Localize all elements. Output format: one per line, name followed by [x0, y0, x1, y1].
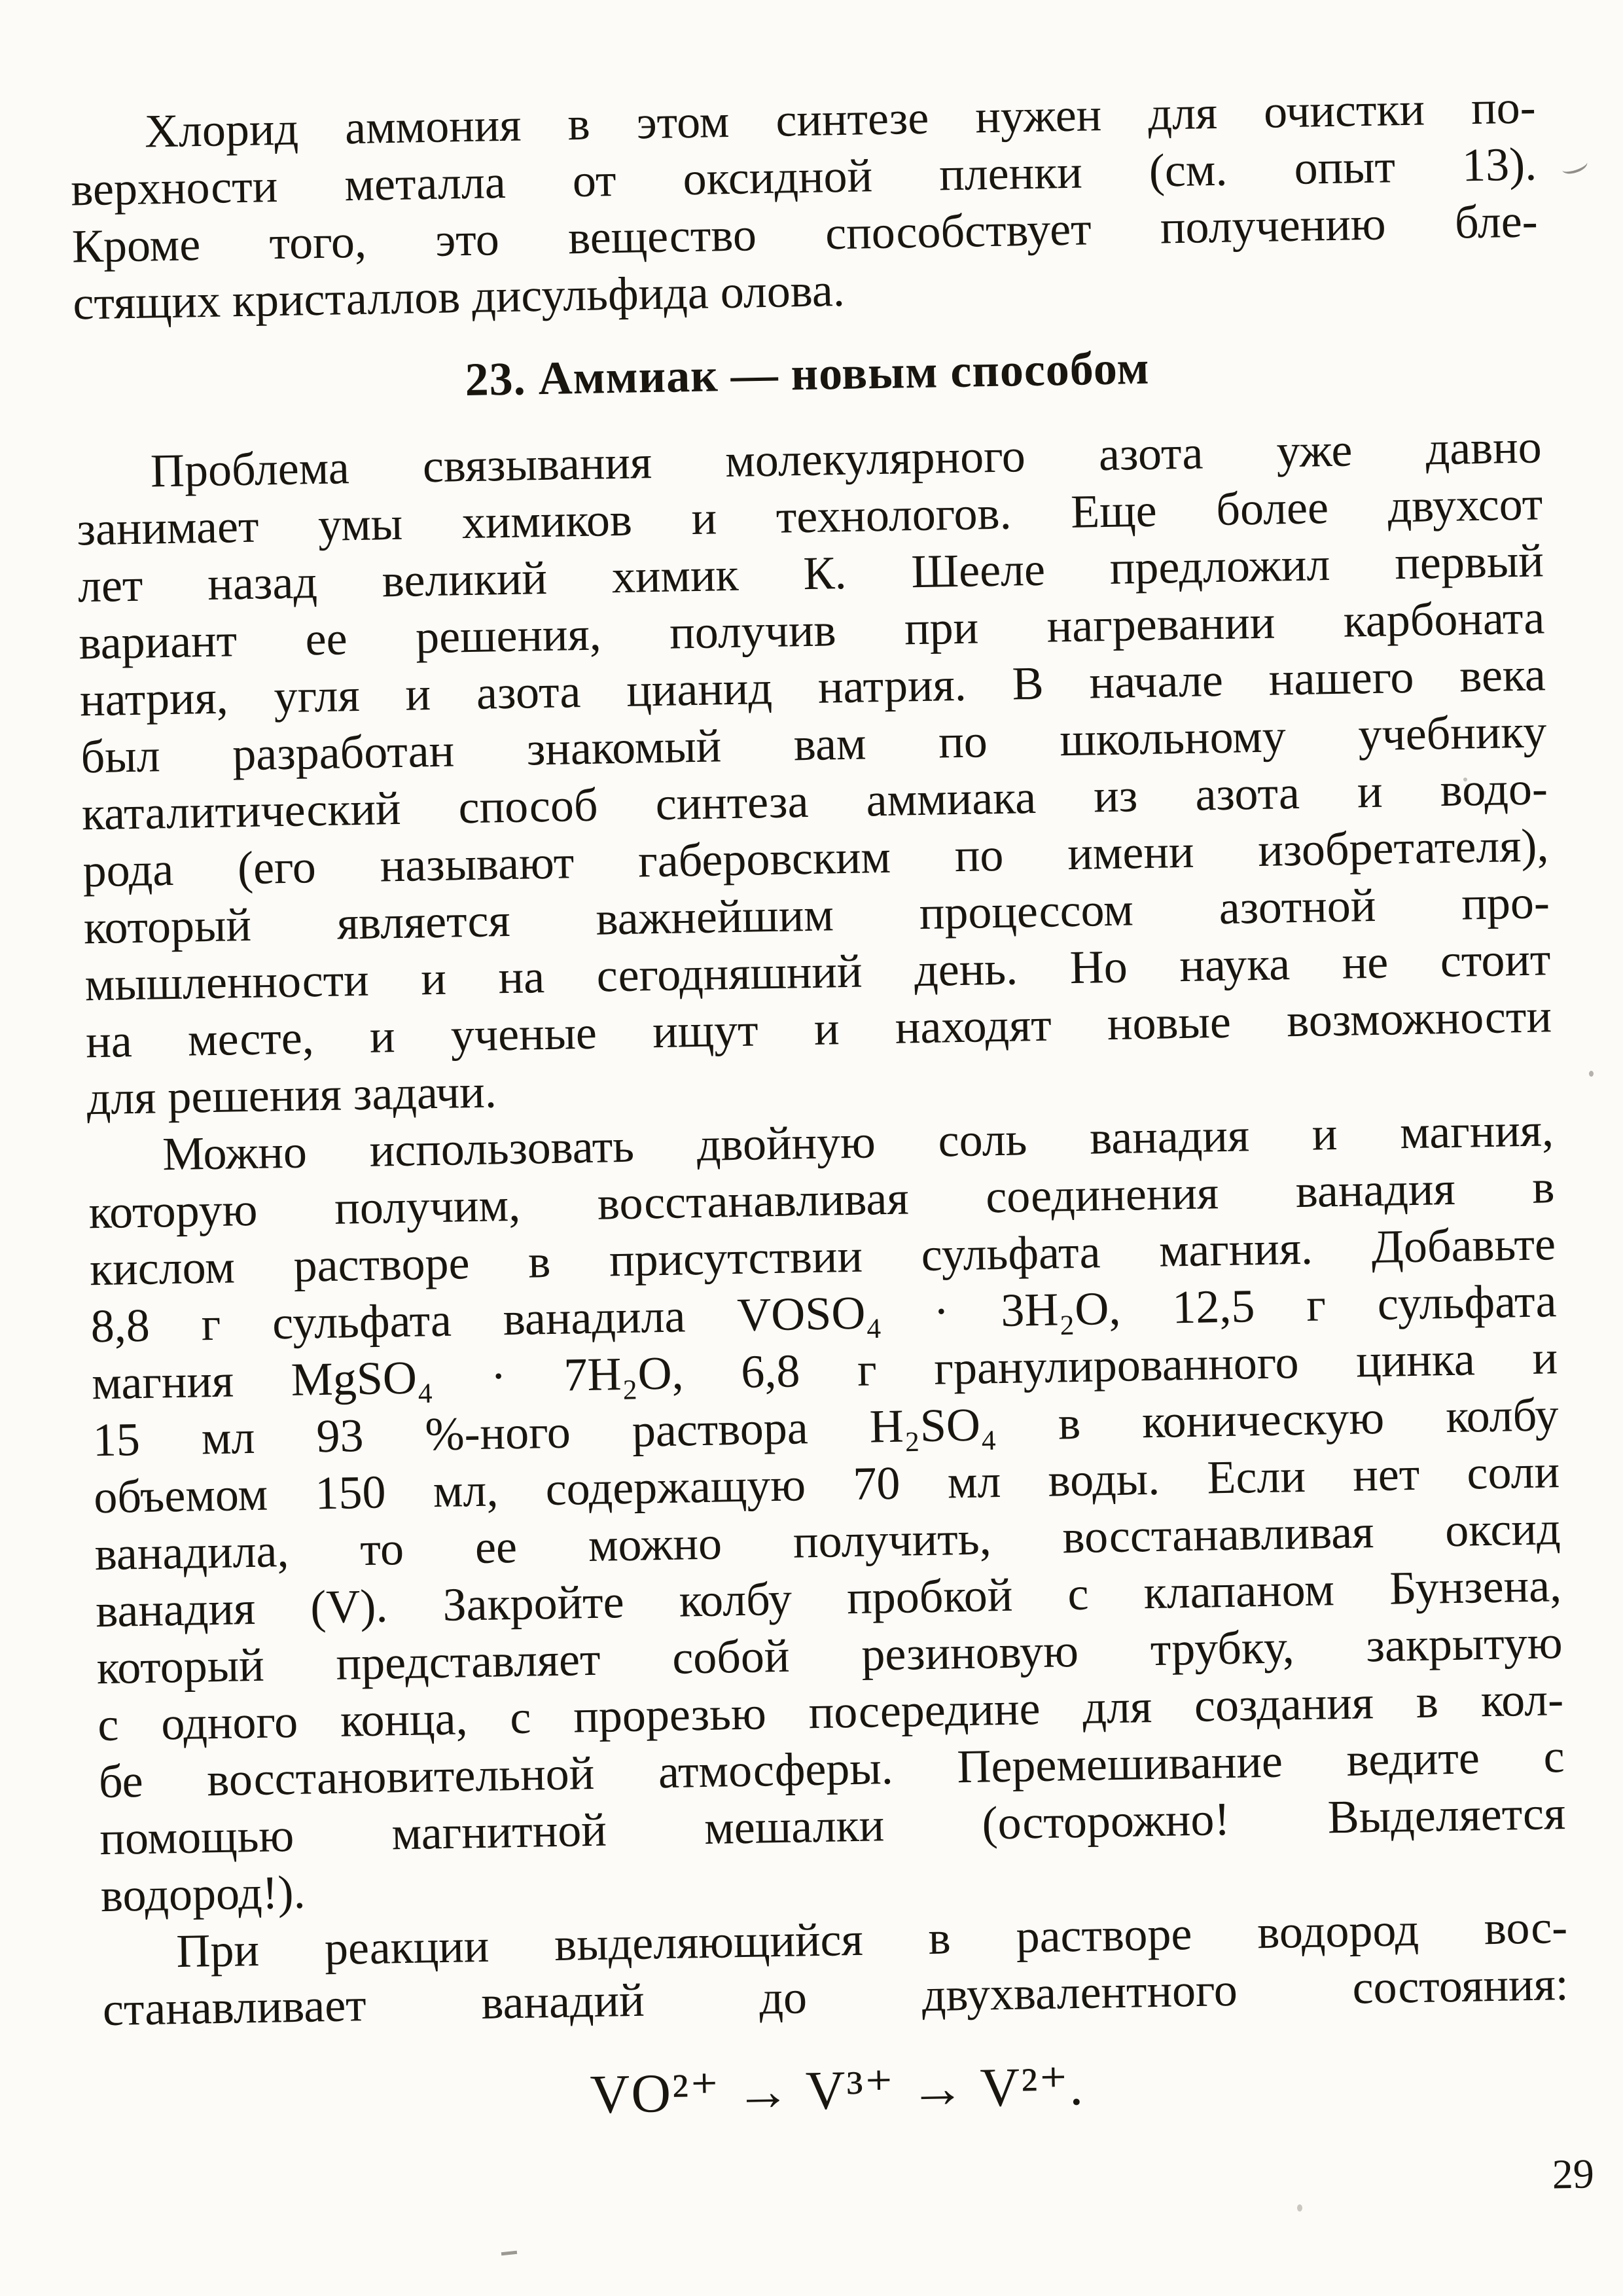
- text-line: При реакции выделяющийся в растворе водород вос-: [175, 1901, 1568, 1978]
- text-line: бе восстановительной атмосферы. Перемешивание ведите с: [98, 1730, 1565, 1808]
- scan-artifact: [501, 2251, 517, 2255]
- text-line: 15 мл 93 %-ного раствора H₂SO₄ в коническую колбу: [92, 1388, 1560, 1467]
- text-line: рода (его называют габеровским по имени изобретателя),: [82, 819, 1549, 897]
- text-line: Кроме того, это вещество способствует получению бле-: [71, 194, 1539, 273]
- page-number: 29: [1552, 2150, 1595, 2198]
- text-line: лет назад великий химик К. Шееле предложил первый: [77, 534, 1544, 613]
- text-line: объемом 150 мл, содержащую 70 мл воды. Если нет соли: [93, 1445, 1560, 1524]
- paragraph-vanadium-procedure: [87, 1102, 1567, 1924]
- text-line: для решения задачи.: [86, 1065, 497, 1125]
- text-line: мышленности и на сегодняшний день. Но наука не стоит: [84, 933, 1552, 1011]
- chemical-formula: VO²⁺ → V³⁺ → V²⁺.: [589, 2055, 1085, 2126]
- text-line: помощью магнитной мешалки (осторожно! Выделяется: [99, 1787, 1566, 1865]
- text-line: натрия, угля и азота цианид натрия. В начале нашего века: [79, 648, 1546, 726]
- text-line: был разработан знакомый вам по школьному учебнику: [80, 705, 1547, 783]
- text-line: занимает умы химиков и технологов. Еще более двухсот: [76, 477, 1543, 556]
- scan-artifact: [1589, 1071, 1594, 1077]
- text-line: на месте, и ученые ищут и находят новые возможности: [85, 990, 1552, 1068]
- paragraph-ammonium-chloride: [69, 79, 1539, 332]
- scan-artifact: [1560, 156, 1589, 176]
- text-line: которую получим, восстанавливая соединения ванадия в: [88, 1160, 1556, 1239]
- text-line: каталитический способ синтеза аммиака из азота и водо-: [81, 762, 1548, 840]
- text-line: Проблема связывания молекулярного азота уже давно: [150, 420, 1543, 497]
- text-line: Хлорид аммония в этом синтезе нужен для очистки по-: [144, 81, 1537, 158]
- text-line: который представляет собой резиновую трубку, закрытую: [96, 1616, 1563, 1695]
- text-line: который является важнейшим процессом азотной про-: [83, 876, 1550, 954]
- text-line: ванадила, то ее можно получить, восстанавливая оксид: [94, 1502, 1561, 1581]
- section-heading: 23. Аммиак — новым способом: [464, 341, 1150, 406]
- text-line: с одного конца, с прорезью посередине для создания в кол-: [97, 1673, 1564, 1751]
- text-line: водород!).: [100, 1865, 306, 1922]
- text-line: Можно использовать двойную соль ванадия и магния,: [162, 1103, 1554, 1181]
- text-line: ванадия (V). Закройте колбу пробкой с клапаном Бунзена,: [95, 1559, 1562, 1638]
- scan-artifact: [1297, 2204, 1302, 2212]
- paragraph-nitrogen-problem: [75, 418, 1553, 1127]
- text-line: стящих кристаллов дисульфида олова.: [72, 263, 846, 330]
- text-line: верхности металла от оксидной пленки (см. опыт 13).: [70, 137, 1537, 216]
- text-line: 8,8 г сульфата ванадила VOSO₄ · 3H₂O, 12,5 г сульфата: [90, 1274, 1558, 1353]
- text-line: станавливает ванадий до двухвалентного состояния:: [102, 1958, 1569, 2036]
- text-line: вариант ее решения, получив при нагревании карбоната: [78, 591, 1545, 670]
- text-line: магния MgSO₄ · 7H₂O, 6,8 г гранулированного цинка и: [91, 1331, 1558, 1410]
- text-block: [69, 79, 1595, 2223]
- text-line: кислом растворе в присутствии сульфата магния. Добавьте: [89, 1217, 1556, 1296]
